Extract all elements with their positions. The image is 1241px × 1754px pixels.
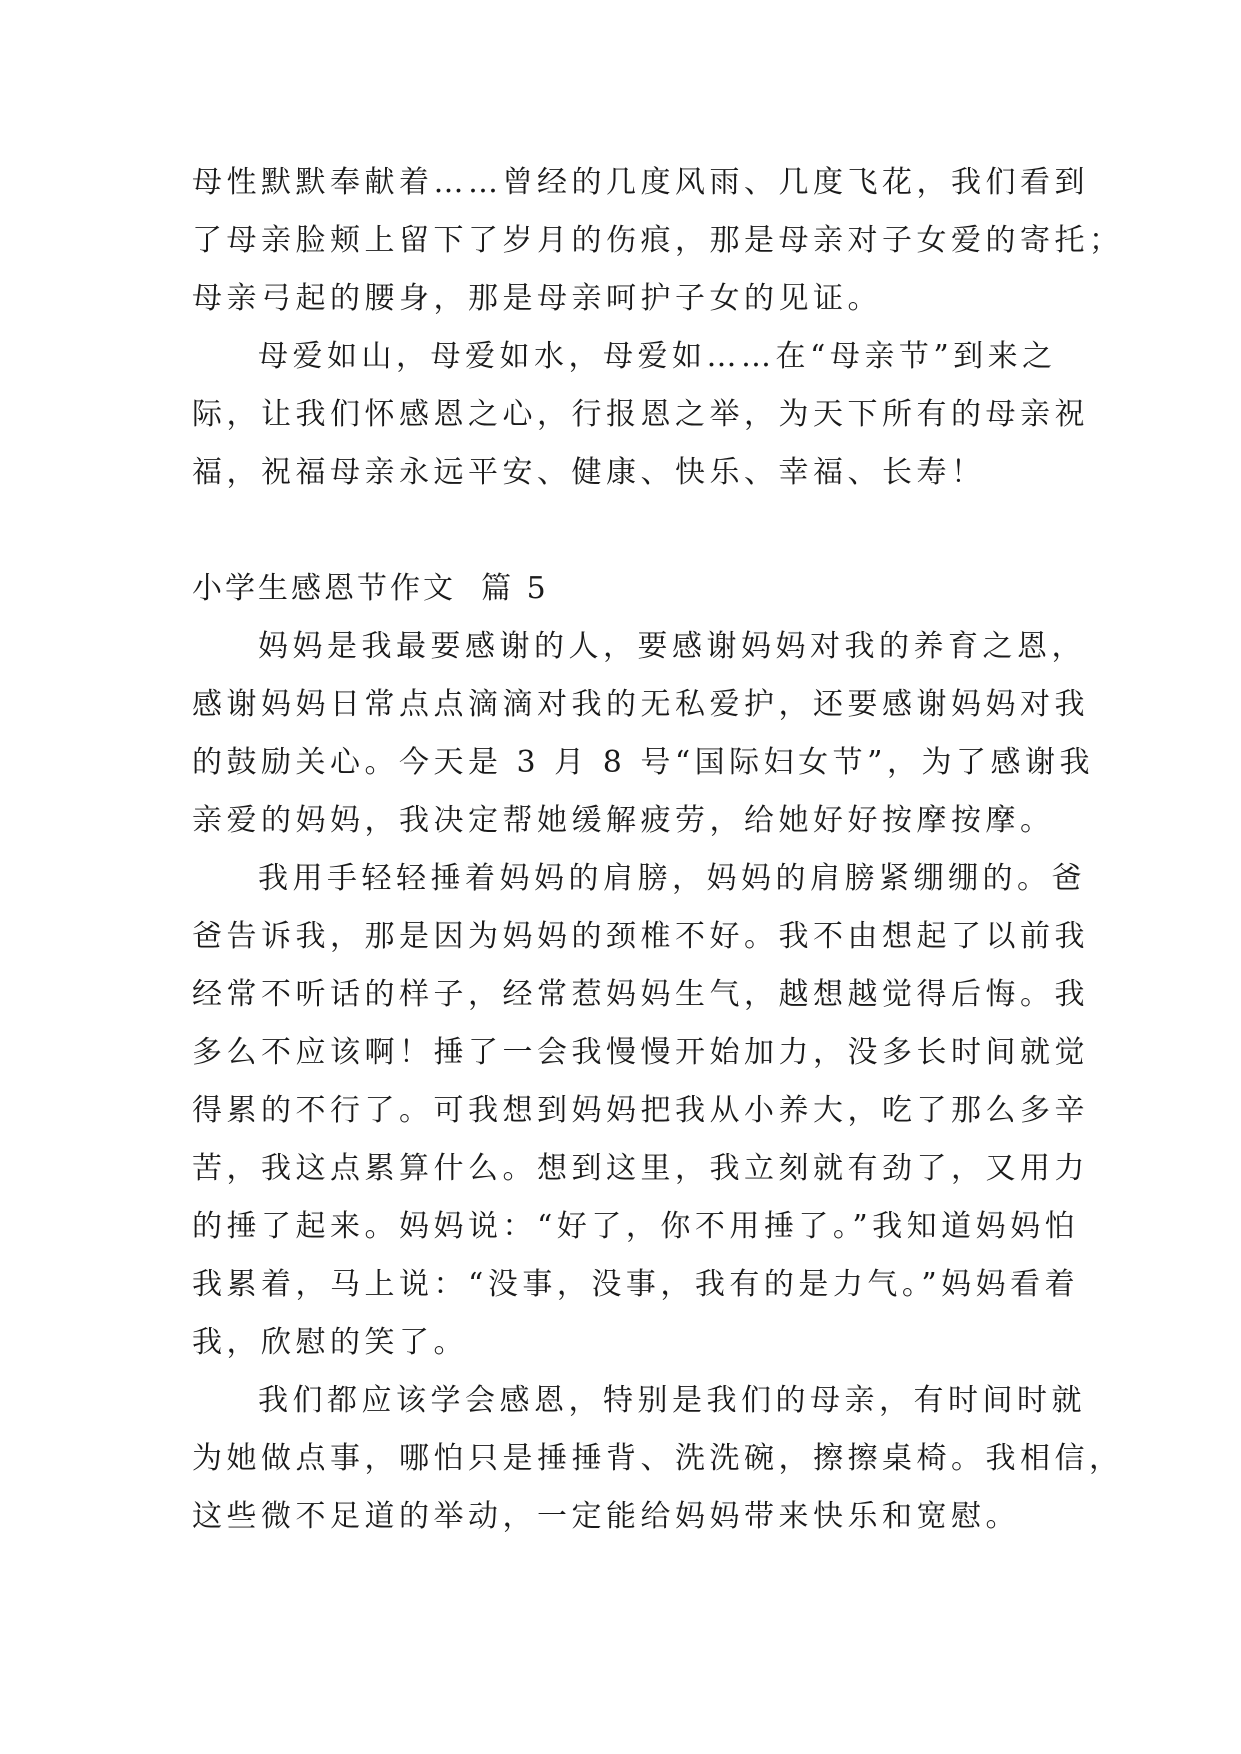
text-line: 母爱如山，母爱如水，母爱如……在“母亲节”到来之 — [258, 339, 1057, 374]
text-line: 母亲弓起的腰身，那是母亲呵护子女的见证。 — [192, 281, 882, 316]
text-line: 得累的不行了。可我想到妈妈把我从小养大，吃了那么多辛 — [192, 1093, 1089, 1128]
text-line: 我们都应该学会感恩，特别是我们的母亲，有时间时就 — [258, 1383, 1086, 1418]
text-line: 我用手轻轻捶着妈妈的肩膀，妈妈的肩膀紧绷绷的。爸 — [258, 861, 1086, 896]
text-line: 了母亲脸颊上留下了岁月的伤痕，那是母亲对子女爱的寄托； — [192, 223, 1124, 258]
text-line: 妈妈是我最要感谢的人，要感谢妈妈对我的养育之恩， — [258, 629, 1086, 664]
section-title: 小学生感恩节作文 篇 5 — [192, 571, 549, 606]
text-line: 爸告诉我，那是因为妈妈的颈椎不好。我不由想起了以前我 — [192, 919, 1089, 954]
text-line: 多么不应该啊！捶了一会我慢慢开始加力，没多长时间就觉 — [192, 1035, 1089, 1070]
text-line: 我累着，马上说：“没事，没事，我有的是力气。”妈妈看着 — [192, 1267, 1080, 1302]
text-line: 的捶了起来。妈妈说：“好了，你不用捶了。”我知道妈妈怕 — [192, 1209, 1080, 1244]
text-line: 亲爱的妈妈，我决定帮她缓解疲劳，给她好好按摩按摩。 — [192, 803, 1055, 838]
text-line: 我，欣慰的笑了。 — [192, 1325, 468, 1360]
text-line: 经常不听话的样子，经常惹妈妈生气，越想越觉得后悔。我 — [192, 977, 1089, 1012]
document-body — [192, 154, 1124, 1546]
text-line: 母性默默奉献着……曾经的几度风雨、几度飞花，我们看到 — [192, 165, 1089, 200]
text-line: 苦，我这点累算什么。想到这里，我立刻就有劲了，又用力 — [192, 1151, 1089, 1186]
text-line: 的鼓励关心。今天是 3 月 8 号“国际妇女节”，为了感谢我 — [192, 745, 1094, 780]
text-line: 际，让我们怀感恩之心，行报恩之举，为天下所有的母亲祝 — [192, 397, 1089, 432]
text-line: 感谢妈妈日常点点滴滴对我的无私爱护，还要感谢妈妈对我 — [192, 687, 1089, 722]
text-line: 为她做点事，哪怕只是捶捶背、洗洗碗，擦擦桌椅。我相信， — [192, 1441, 1124, 1476]
paragraph-gap — [192, 502, 1052, 560]
text-line: 福，祝福母亲永远平安、健康、快乐、幸福、长寿！ — [192, 455, 986, 490]
text-line: 这些微不足道的举动，一定能给妈妈带来快乐和宽慰。 — [192, 1499, 1020, 1534]
